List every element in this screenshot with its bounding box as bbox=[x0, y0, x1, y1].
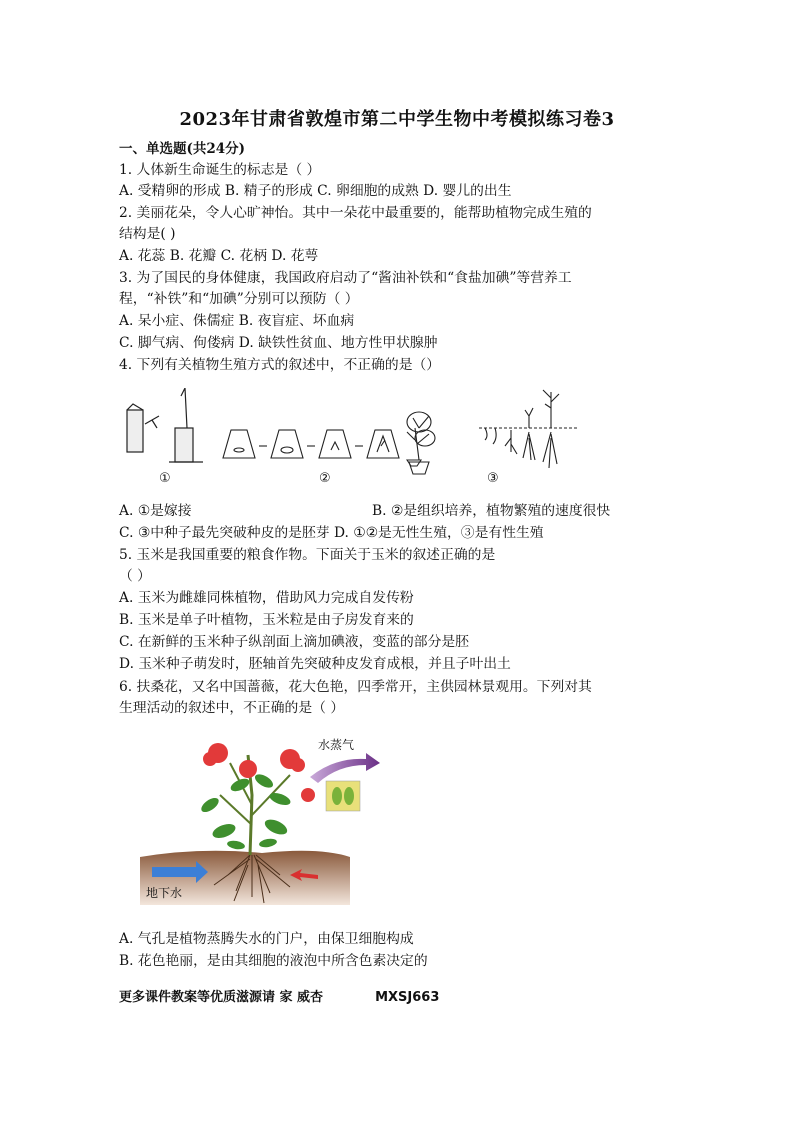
q5-option-c: C. 在新鲜的玉米种子纵剖面上滴加碘液，变蓝的部分是胚 bbox=[119, 634, 469, 650]
stomata-inset bbox=[326, 781, 360, 811]
q2-stem-line2: 结构是( ) bbox=[119, 226, 176, 242]
fig-label-2: ② bbox=[319, 471, 331, 486]
groundwater-label: 地下水 bbox=[146, 886, 183, 900]
vapor-label: 水蒸气 bbox=[318, 738, 355, 752]
q6-option-a: A. 气孔是植物蒸腾失水的门户，由保卫细胞构成 bbox=[119, 931, 414, 947]
q2-options: A. 花蕊 B. 花瓣 C. 花柄 D. 花萼 bbox=[119, 248, 319, 264]
q5-stem-line2: （ ） bbox=[119, 568, 151, 584]
q4-options-cd: C. ③中种子最先突破种皮的是胚芽 D. ①②是无性生殖，③是有性生殖 bbox=[119, 525, 544, 541]
q5-option-d: D. 玉米种子萌发时，胚轴首先突破种皮发育成根，并且子叶出土 bbox=[119, 656, 511, 672]
footer-code: MXSJ663 bbox=[375, 990, 440, 1005]
footer-text: 更多课件教案等优质滋源请 家 威杏 bbox=[119, 990, 324, 1005]
q4-option-a: A. ①是嫁接 bbox=[119, 503, 192, 519]
q5-option-b: B. 玉米是单子叶植物，玉米粒是由子房发育来的 bbox=[119, 612, 414, 628]
q3-options-ab: A. 呆小症、侏儒症 B. 夜盲症、坏血病 bbox=[119, 313, 355, 329]
seed-germination-illustration bbox=[479, 390, 579, 468]
q4-option-b: B. ②是组织培养，植物繁殖的速度很快 bbox=[372, 503, 611, 519]
q6-option-b: B. 花色艳丽，是由其细胞的液泡中所含色素决定的 bbox=[119, 953, 428, 969]
vapor-arrow bbox=[310, 753, 380, 783]
fig-label-1: ① bbox=[159, 471, 171, 486]
q1-options: A. 受精卵的形成 B. 精子的形成 C. 卵细胞的成熟 D. 婴儿的出生 bbox=[119, 183, 512, 199]
tissue-culture-illustration bbox=[223, 412, 435, 474]
section-heading: 一、单选题(共24分) bbox=[119, 141, 246, 157]
q6-stem-line2: 生理活动的叙述中，不正确的是（ ） bbox=[119, 700, 345, 716]
page-title: 2023年甘肃省敦煌市第二中学生物中考模拟练习卷3 bbox=[179, 109, 615, 130]
fig-label-3: ③ bbox=[487, 471, 499, 486]
q3-options-cd: C. 脚气病、佝偻病 D. 缺铁性贫血、地方性甲状腺肿 bbox=[119, 335, 438, 351]
grafting-illustration bbox=[127, 388, 203, 462]
q2-stem-line1: 2. 美丽花朵，令人心旷神怡。其中一朵花中最重要的，能帮助植物完成生殖的 bbox=[119, 205, 592, 221]
q6-figure bbox=[140, 735, 385, 910]
q5-stem-line1: 5. 玉米是我国重要的粮食作物。下面关于玉米的叙述正确的是 bbox=[119, 547, 496, 563]
q5-option-a: A. 玉米为雌雄同株植物，借助风力完成自发传粉 bbox=[119, 590, 414, 606]
footer bbox=[119, 986, 439, 1005]
leaves bbox=[199, 772, 292, 851]
q3-stem-line2: 程，“补铁”和“加碘”分别可以预防（ ） bbox=[119, 291, 359, 307]
flowers bbox=[203, 743, 315, 802]
q4-stem: 4. 下列有关植物生殖方式的叙述中，不正确的是（） bbox=[119, 357, 441, 373]
q6-stem-line1: 6. 扶桑花，又名中国蔷薇，花大色艳，四季常开，主供园林景观用。下列对其 bbox=[119, 679, 592, 695]
q1-stem: 1. 人体新生命诞生的标志是（ ） bbox=[119, 162, 321, 178]
q4-figure bbox=[119, 388, 579, 488]
q3-stem-line1: 3. 为了国民的身体健康，我国政府启动了“酱油补铁和“食盐加碘”等营养工 bbox=[119, 270, 572, 286]
